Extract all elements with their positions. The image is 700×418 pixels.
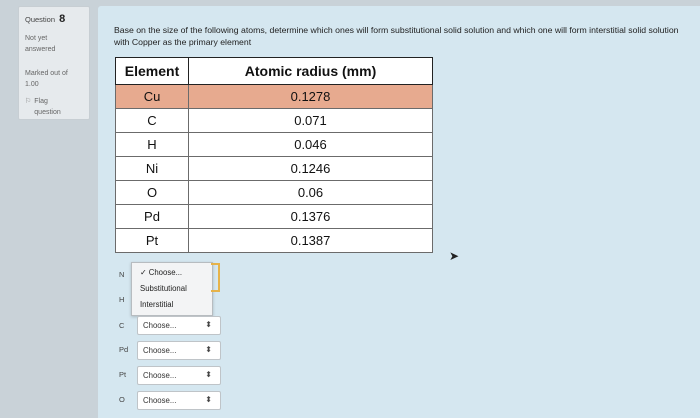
menu-option-substitutional[interactable]: Substitutional [140,284,187,293]
answer-dropdown-menu[interactable] [131,262,213,316]
element-cell: Pt [116,229,189,253]
mouse-cursor-icon: ➤ [449,249,460,263]
radius-cell: 0.071 [189,109,433,133]
answer-select-c[interactable] [137,316,221,335]
radius-cell: 0.046 [189,133,433,157]
radius-cell: 0.1387 [189,229,433,253]
table-row [116,157,433,181]
element-cell: Pd [116,205,189,229]
select-caret-icon: ⬍ [205,320,212,329]
radius-cell: 0.1246 [189,157,433,181]
table-row [116,85,433,109]
menu-option-choose-label: Choose... [148,268,183,277]
table-row [116,109,433,133]
question-number: 8 [59,13,66,25]
select-value: Choose... [143,321,177,330]
menu-option-interstitial[interactable]: Interstitial [140,300,174,309]
table-row [116,133,433,157]
answer-select-pt[interactable] [137,366,221,385]
flag-label-line-1: Flag [34,98,48,105]
element-cell: Ni [116,157,189,181]
answer-row-label-pt: Pt [119,370,127,379]
focus-highlight [211,263,220,292]
table-row [116,181,433,205]
marked-line-1: Marked out of [25,70,68,77]
answer-row-label-pd: Pd [119,345,129,354]
answer-row-label-o: O [119,395,125,404]
element-cell: Cu [116,85,189,109]
flag-icon: ⚐ [25,98,32,105]
answer-select-pd[interactable] [137,341,221,360]
select-caret-icon: ⬍ [205,395,212,404]
flag-label-line-2: question [34,109,61,116]
answer-status [25,33,80,55]
question-prompt: Base on the size of the following atoms, determine which ones will form substitutional solid solution and which one will form interstitial solid solution with Copper as the primary element [114,25,679,47]
atomic-radius-table [115,57,433,253]
table-row [116,229,433,253]
question-label [25,14,65,25]
select-caret-icon: ⬍ [205,345,212,354]
table-row [116,205,433,229]
status-line-1: Not yet [25,35,48,42]
status-line-2: answered [25,46,56,53]
question-content [98,6,700,418]
answer-row-label-n: N [119,270,125,279]
flag-question-link[interactable] [25,96,61,118]
marked-out-of [25,68,68,90]
element-cell: C [116,109,189,133]
select-value: Choose... [143,396,177,405]
question-info-panel [18,6,90,120]
element-cell: O [116,181,189,205]
header-atomic-radius: Atomic radius (mm) [189,58,433,85]
menu-option-choose[interactable] [140,268,182,277]
radius-cell: 0.06 [189,181,433,205]
answer-row-label-c: C [119,321,125,330]
marked-line-2: 1.00 [25,81,39,88]
select-value: Choose... [143,371,177,380]
question-label-text: Question [25,15,56,24]
answer-row-label-h: H [119,295,125,304]
element-cell: H [116,133,189,157]
header-element: Element [116,58,189,85]
select-value: Choose... [143,346,177,355]
select-caret-icon: ⬍ [205,370,212,379]
radius-cell: 0.1278 [189,85,433,109]
answer-select-o[interactable] [137,391,221,410]
table-header-row [116,58,433,85]
radius-cell: 0.1376 [189,205,433,229]
checkmark-icon: ✓ [140,268,147,277]
